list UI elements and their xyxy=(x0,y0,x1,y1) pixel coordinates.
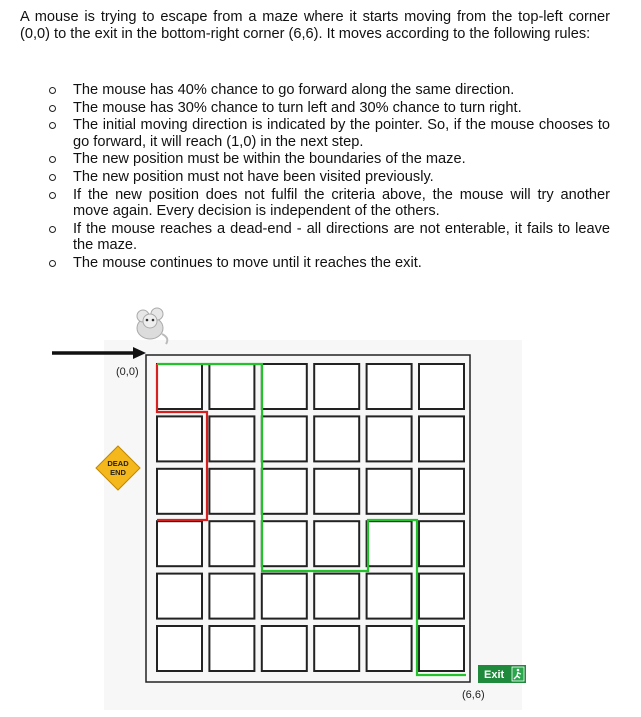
maze-cell xyxy=(419,364,464,409)
maze-cell xyxy=(209,416,254,461)
maze-cell xyxy=(262,574,307,619)
maze-cell xyxy=(262,469,307,514)
end-coordinate-label: (6,6) xyxy=(462,689,485,701)
maze-cell xyxy=(367,364,412,409)
maze-cell xyxy=(157,626,202,671)
maze-cell xyxy=(314,521,359,566)
maze-cell xyxy=(314,416,359,461)
maze-cell xyxy=(209,626,254,671)
maze-cell xyxy=(419,626,464,671)
maze-cell xyxy=(262,416,307,461)
maze-cell xyxy=(314,574,359,619)
rule-item: The mouse continues to move until it reaches the exit. xyxy=(44,255,610,272)
maze-cell xyxy=(262,364,307,409)
rule-item: The new position must be within the boundaries of the maze. xyxy=(44,151,610,168)
maze-cell xyxy=(209,521,254,566)
maze-cell xyxy=(157,416,202,461)
exit-sign-label: Exit xyxy=(484,669,505,681)
mouse-icon xyxy=(137,308,167,344)
maze-cell xyxy=(314,364,359,409)
rule-item: The new position must not have been visited previously. xyxy=(44,169,610,186)
dead-end-sign-line1: DEAD xyxy=(107,459,129,468)
maze-cell xyxy=(157,521,202,566)
maze-cell xyxy=(419,574,464,619)
maze-cell xyxy=(367,469,412,514)
maze-cell xyxy=(314,626,359,671)
exit-sign xyxy=(478,665,526,683)
rule-item: The mouse has 30% chance to turn left and 30% chance to turn right. xyxy=(44,100,610,117)
start-coordinate-label: (0,0) xyxy=(116,366,139,378)
problem-intro: A mouse is trying to escape from a maze where it starts moving from the top-left corner (0,0) to the exit in the bottom-right corner (6,6). It moves according to the following rules: xyxy=(20,9,610,42)
maze-cell xyxy=(157,574,202,619)
rule-item: The mouse has 40% chance to go forward along the same direction. xyxy=(44,82,610,99)
maze-cell xyxy=(314,469,359,514)
maze-cell xyxy=(367,574,412,619)
maze-cell xyxy=(157,364,202,409)
maze-cell xyxy=(419,469,464,514)
rule-item: The initial moving direction is indicated by the pointer. So, if the mouse chooses to go forward, it will reach (1,0) in the next step. xyxy=(44,117,610,150)
maze-cell xyxy=(209,469,254,514)
maze-cell xyxy=(367,521,412,566)
maze-cell xyxy=(367,626,412,671)
maze-cell xyxy=(419,521,464,566)
maze-cell xyxy=(157,469,202,514)
maze-cell xyxy=(262,626,307,671)
maze-cell xyxy=(262,521,307,566)
dead-end-sign-line2: END xyxy=(110,468,126,477)
maze-cell xyxy=(209,574,254,619)
rule-item: If the mouse reaches a dead-end - all directions are not enterable, it fails to leave the maze. xyxy=(44,221,610,254)
maze-cell xyxy=(209,364,254,409)
running-man-icon xyxy=(512,667,524,681)
maze-cell xyxy=(419,416,464,461)
rule-item: If the new position does not fulfil the criteria above, the mouse will try another move again. Every decision is independent of the others. xyxy=(44,187,610,220)
maze-cell xyxy=(367,416,412,461)
